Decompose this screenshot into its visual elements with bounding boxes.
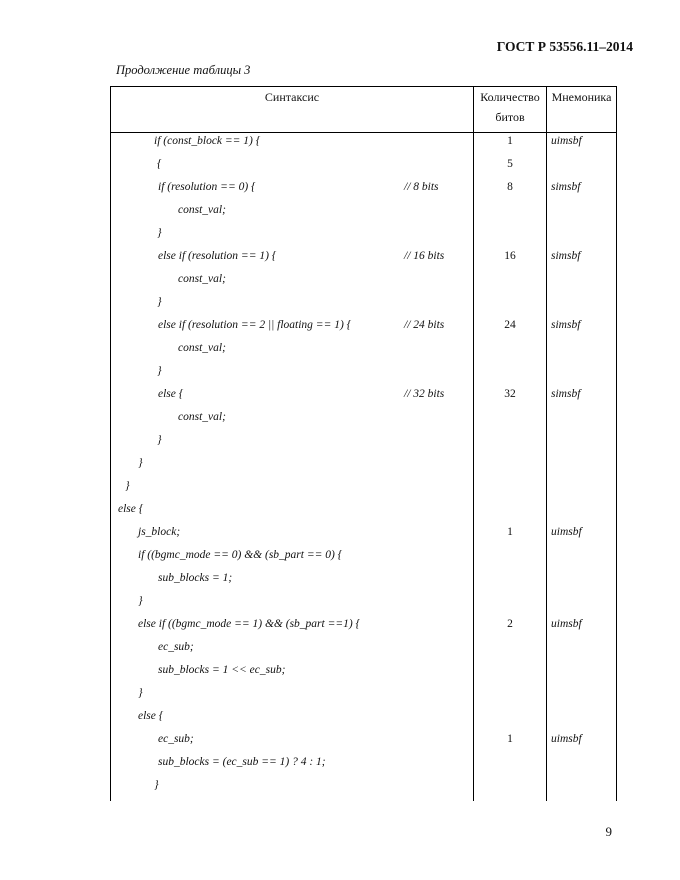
syntax-line: }	[157, 434, 162, 446]
syntax-line: }	[138, 457, 143, 469]
syntax-line: else {	[158, 388, 184, 400]
syntax-line: }	[138, 595, 143, 607]
mnemonic-value: uimsbf	[551, 135, 582, 147]
syntax-line: const_val;	[178, 273, 226, 285]
syntax-line: if (const_block == 1) {	[154, 135, 261, 147]
column-header-bits-line2: битов	[495, 110, 525, 124]
syntax-line: }	[157, 296, 162, 308]
bits-value: 1	[507, 135, 513, 147]
syntax-line: }	[157, 227, 162, 239]
page-number: 9	[605, 824, 612, 839]
syntax-line: sub_blocks = (ec_sub == 1) ? 4 : 1;	[158, 756, 326, 768]
bits-value: 24	[504, 319, 516, 331]
mnemonic-value: simsbf	[551, 250, 581, 262]
syntax-line: else {	[138, 710, 164, 722]
mnemonic-value: simsbf	[551, 181, 581, 193]
bits-value: 16	[504, 250, 516, 262]
syntax-line: }	[125, 480, 130, 492]
column-header-syntax: Синтаксис	[264, 90, 320, 104]
mnemonic-value: uimsbf	[551, 526, 582, 538]
syntax-line: if (resolution == 0) {	[158, 181, 256, 193]
syntax-line: ec_sub;	[158, 733, 194, 745]
syntax-line: }	[138, 687, 143, 699]
bits-value: 1	[507, 733, 513, 745]
syntax-line: const_val;	[178, 411, 226, 423]
syntax-line: else if ((bgmc_mode == 1) && (sb_part ==1) {	[138, 618, 361, 630]
mnemonic-value: simsbf	[551, 319, 581, 331]
syntax-line: const_val;	[178, 342, 226, 354]
table-caption: Продолжение таблицы 3	[116, 63, 251, 77]
syntax-line: else if (resolution == 1) {	[158, 250, 277, 262]
bits-value: 32	[504, 388, 516, 400]
syntax-comment: // 32 bits	[404, 388, 445, 400]
column-header-mnemonic: Мнемоника	[551, 90, 612, 104]
syntax-comment: // 16 bits	[404, 250, 445, 262]
column-header-bits-line1: Количество	[480, 90, 540, 104]
bits-value: 1	[507, 526, 513, 538]
syntax-line: js_block;	[138, 526, 181, 538]
syntax-line: sub_blocks = 1;	[158, 572, 233, 584]
syntax-line: }	[157, 365, 162, 377]
mnemonic-value: uimsbf	[551, 733, 582, 745]
syntax-line: ec_sub;	[158, 641, 194, 653]
syntax-comment: // 24 bits	[404, 319, 445, 331]
bits-value: 8	[507, 181, 513, 193]
mnemonic-value: simsbf	[551, 388, 581, 400]
syntax-line: const_val;	[178, 204, 226, 216]
syntax-line: }	[154, 779, 159, 791]
document-header: ГОСТ Р 53556.11–2014	[496, 39, 633, 54]
syntax-line: else {	[118, 503, 144, 515]
mnemonic-value: uimsbf	[551, 618, 582, 630]
syntax-line: else if (resolution == 2 || floating == 1) {	[158, 319, 352, 331]
syntax-line: sub_blocks = 1 << ec_sub;	[158, 664, 286, 676]
bits-value: 2	[507, 618, 513, 630]
syntax-comment: // 8 bits	[404, 181, 439, 193]
syntax-line: if ((bgmc_mode == 0) && (sb_part == 0) {	[138, 549, 343, 561]
syntax-line: {	[157, 158, 162, 170]
bits-value: 5	[507, 158, 513, 170]
